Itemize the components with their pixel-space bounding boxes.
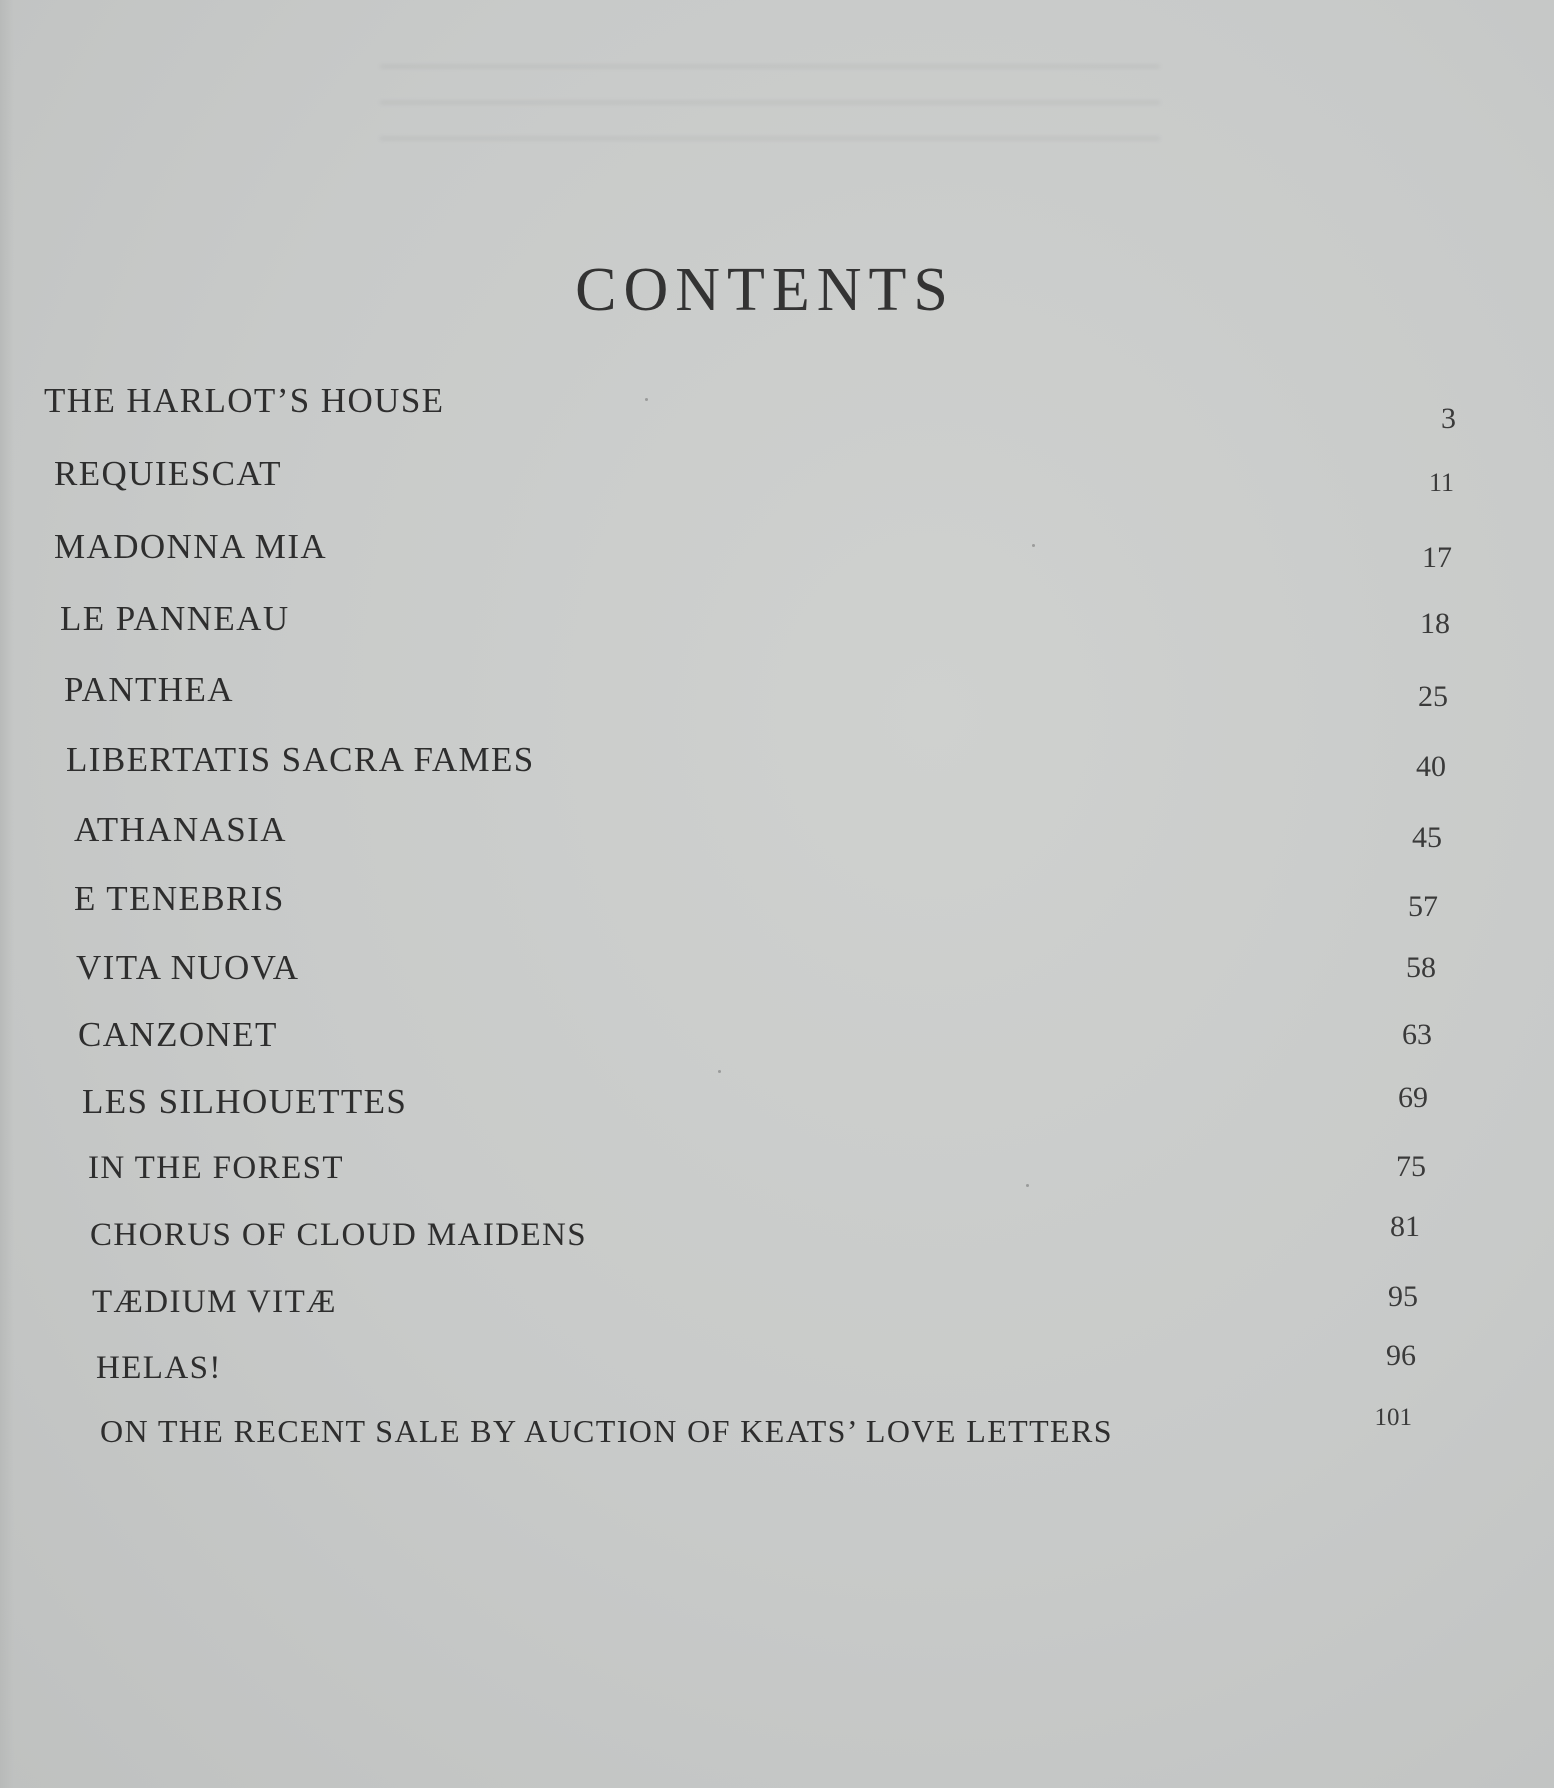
entry-page-number: 11 (1428, 468, 1454, 497)
paper-speck (645, 398, 648, 401)
contents-heading: CONTENTS (575, 256, 955, 324)
entry-page-number: 45 (1412, 821, 1442, 854)
entry-page-number: 69 (1398, 1081, 1428, 1114)
entry-title: ON THE RECENT SALE BY AUCTION OF KEATS’ LOVE LETTERS (100, 1413, 1113, 1449)
entry-title: REQUIESCAT (54, 454, 282, 493)
entry-title: MADONNA MIA (54, 527, 328, 566)
entry-title: LIBERTATIS SACRA FAMES (66, 740, 535, 779)
entry-page-number: 17 (1422, 541, 1452, 574)
entry-title: CHORUS OF CLOUD MAIDENS (90, 1217, 588, 1253)
entry-title: IN THE FOREST (88, 1150, 344, 1186)
paper-speck (718, 1070, 721, 1073)
entry-page-number: 25 (1418, 680, 1448, 713)
entry-title: HELAS! (96, 1350, 222, 1386)
bleed-through-text (380, 55, 1160, 165)
entry-page-number: 96 (1386, 1339, 1416, 1372)
entry-page-number: 58 (1406, 951, 1436, 984)
entry-page-number: 18 (1420, 607, 1450, 640)
entry-title: E TENEBRIS (74, 879, 285, 918)
entry-page-number: 57 (1408, 890, 1438, 923)
entry-title: VITA NUOVA (76, 948, 300, 987)
entry-page-number: 95 (1388, 1280, 1418, 1313)
paper-speck (1026, 1184, 1029, 1187)
entry-title: LE PANNEAU (60, 599, 290, 638)
entry-title: TÆDIUM VITÆ (92, 1284, 337, 1320)
entry-page-number: 81 (1390, 1210, 1420, 1243)
entry-title: LES SILHOUETTES (82, 1082, 408, 1121)
entry-title: ATHANASIA (74, 810, 287, 849)
entry-page-number: 75 (1396, 1150, 1426, 1183)
entry-title: CANZONET (78, 1015, 278, 1054)
entry-page-number: 101 (1374, 1404, 1412, 1431)
entry-title: PANTHEA (64, 670, 234, 709)
entry-title: THE HARLOT’S HOUSE (44, 381, 445, 420)
entry-page-number: 3 (1441, 402, 1456, 435)
entry-page-number: 63 (1402, 1018, 1432, 1051)
paper-speck (1032, 544, 1035, 547)
entry-page-number: 40 (1416, 750, 1446, 783)
